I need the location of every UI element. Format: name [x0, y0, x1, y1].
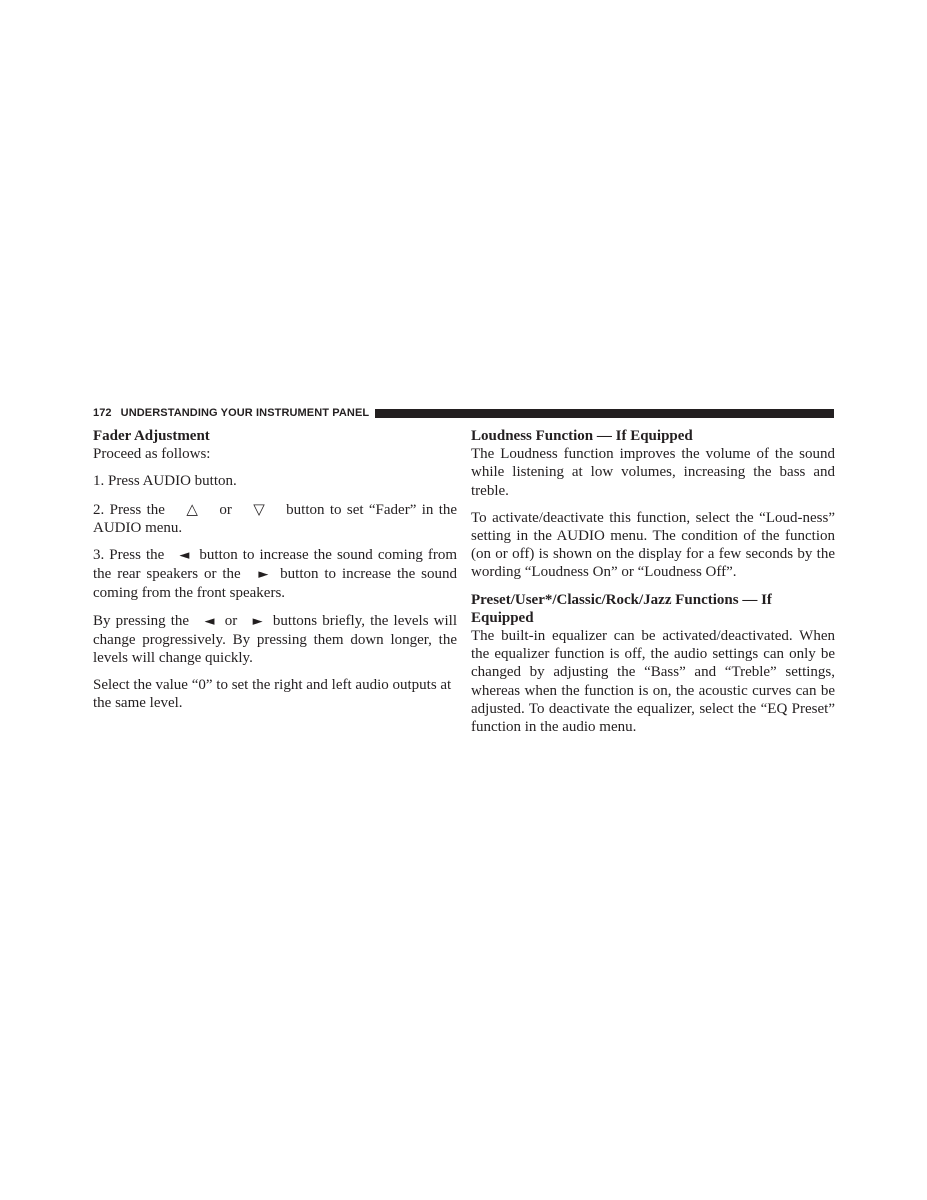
- step-3: [93, 546, 457, 603]
- step-2: [93, 500, 457, 537]
- page-number: 172: [93, 407, 112, 419]
- loudness-paragraph-2: To activate/deactivate this function, select the “Loud-ness” setting in the AUDIO menu. The condition of the function (on or off) is shown on the display for a few seconds by the wording “Loudness On” or “Loudness Off”.: [471, 509, 835, 581]
- step-1: 1. Press AUDIO button.: [93, 473, 237, 490]
- proceed-text: Proceed as follows:: [93, 446, 211, 463]
- right-arrow-icon: ►: [252, 613, 263, 629]
- left-arrow-icon: ◄: [179, 548, 190, 564]
- preset-paragraph: The built-in equalizer can be activated/deactivated. When the equalizer function is off, the audio settings can only be changed by adjusting the “Bass” and “Treble” settings, whereas when the function is on, the acoustic curves can be adjusted. To deactivate the equalizer, select the “EQ Preset” function in the audio menu.: [471, 628, 835, 736]
- loudness-heading: Loudness Function — If Equipped: [471, 428, 693, 444]
- fader-heading: Fader Adjustment: [93, 428, 210, 444]
- preset-heading: Preset/User*/Classic/Rock/Jazz Functions — If Equipped: [471, 591, 772, 626]
- section-title: UNDERSTANDING YOUR INSTRUMENT PANEL: [120, 407, 370, 419]
- right-column: [471, 427, 835, 745]
- step-2-or: or: [219, 501, 232, 518]
- down-triangle-icon: ▽: [253, 499, 265, 518]
- right-arrow-icon: ►: [258, 567, 269, 583]
- press-or: or: [224, 612, 238, 629]
- step-2-text-a: 2. Press the: [93, 501, 165, 518]
- press-paragraph: [93, 612, 457, 668]
- left-column: [93, 427, 457, 722]
- header-rule: [375, 409, 834, 418]
- step-3-text-a: 3. Press the: [93, 547, 165, 564]
- step-3-text-c: button to increase the sound coming from the front speakers.: [93, 566, 458, 602]
- loudness-paragraph-1: The Loudness function improves the volume of the sound while listening at low volumes, increasing the bass and treble.: [471, 446, 835, 499]
- up-triangle-icon: △: [186, 499, 198, 518]
- step-3-text-b: button to increase the sound coming from the rear speakers or the: [93, 547, 458, 583]
- step-2-text-b: button to set “Fader” in the AUDIO menu.: [93, 501, 458, 536]
- press-text-b: buttons briefly, the levels will change progressively. By pressing them down longer, the levels will change quickly.: [93, 612, 458, 667]
- select-value-text: Select the value “0” to set the right and left audio outputs at the same level.: [93, 677, 452, 712]
- press-text-a: By pressing the: [93, 612, 190, 629]
- left-arrow-icon: ◄: [204, 613, 215, 629]
- page-header: [93, 405, 834, 421]
